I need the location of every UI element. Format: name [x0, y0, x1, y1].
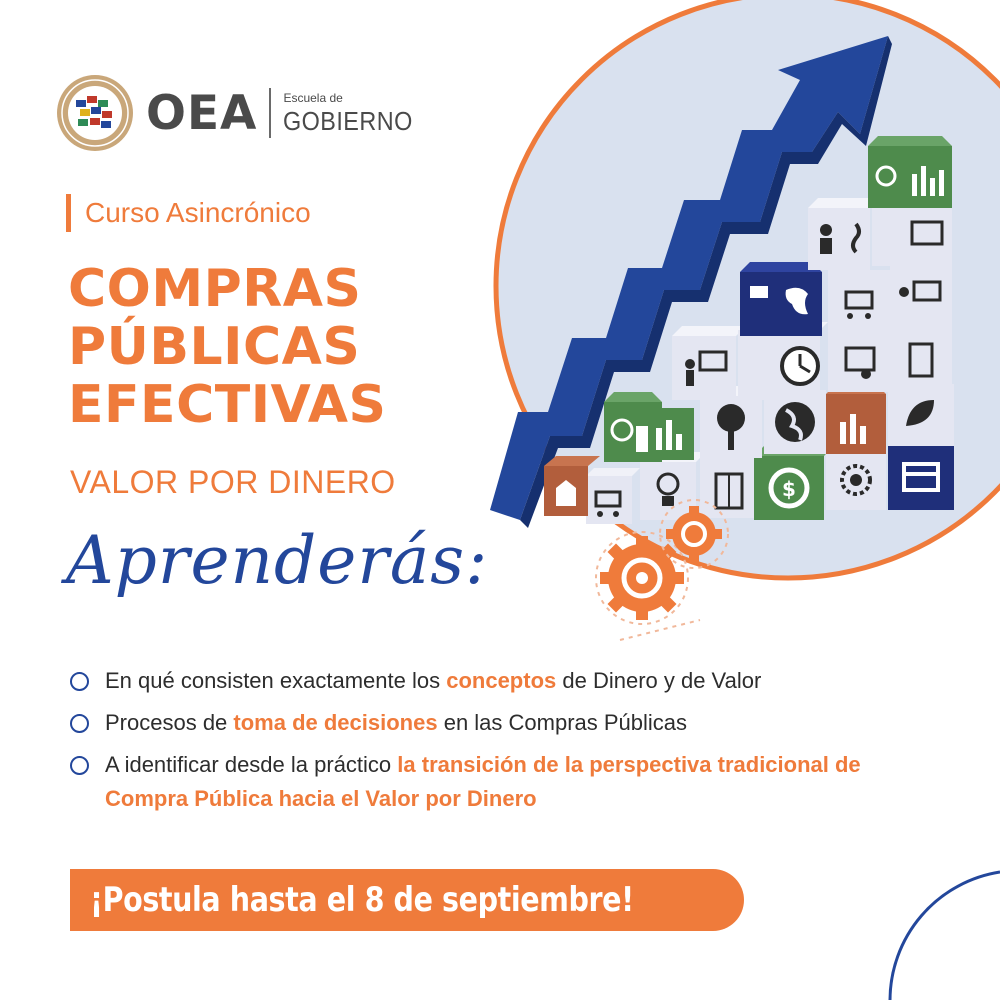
title-line: PÚBLICAS: [68, 317, 361, 377]
corner-arc: [890, 872, 1000, 1000]
list-item: [70, 748, 950, 816]
course-title: [68, 260, 488, 434]
logo: [56, 74, 428, 152]
school-name: [283, 92, 427, 134]
cart-icon: [586, 468, 640, 524]
bullet-highlight: toma de decisiones: [233, 710, 438, 735]
title-line: EFECTIVAS: [68, 375, 387, 435]
bullet-text-before: En qué consisten exactamente los: [105, 668, 447, 693]
title-line: COMPRAS: [68, 259, 362, 319]
school-name-big: GOBIERNO: [283, 106, 414, 136]
learn-heading: Aprenderás:: [66, 522, 489, 599]
presentation-icon: [672, 326, 746, 400]
chart-icon: [648, 408, 694, 460]
circle-bullet-icon: [70, 714, 89, 733]
dollar-icon: [754, 446, 834, 520]
list-item: [70, 706, 950, 740]
course-type-label: Curso Asincrónico: [85, 197, 311, 228]
chart-brown-icon: [826, 384, 886, 454]
school-name-small: Escuela de: [283, 91, 343, 105]
org-name: OEA: [146, 85, 258, 141]
apply-deadline-banner[interactable]: [70, 869, 744, 931]
list-item-text: [105, 748, 895, 816]
circle-bullet-icon: [70, 672, 89, 691]
bullet-text-after: en las Compras Públicas: [437, 710, 688, 735]
map-block-icon: [740, 262, 822, 336]
list-item-text: [105, 664, 761, 698]
apply-deadline-text: ¡Postula hasta el 8 de septiembre!: [90, 880, 634, 920]
cart-blue-icon: [828, 270, 890, 332]
course-type: [66, 193, 311, 233]
circle-bullet-icon: [70, 756, 89, 775]
logo-divider: [269, 88, 271, 138]
presentation-2-icon: [890, 266, 952, 328]
chart-green-top-icon: [868, 136, 952, 208]
bullet-text-after: de Dinero y de Valor: [556, 668, 762, 693]
svg-text:$: $: [782, 477, 796, 501]
certificate-icon: [828, 330, 890, 392]
gear-block-icon: [826, 450, 886, 510]
bullet-highlight: conceptos: [446, 668, 557, 693]
course-subtitle: VALOR POR DINERO: [70, 464, 396, 500]
leaf-icon: [888, 384, 954, 446]
list-item: [70, 664, 950, 698]
building-blue-icon: [890, 326, 952, 388]
bullet-text-before: A identificar desde la práctico: [105, 752, 398, 777]
bullet-text-before: Procesos de: [105, 710, 234, 735]
person-icon: [808, 198, 880, 270]
oas-seal-icon: [56, 74, 134, 152]
gear-icon: [596, 532, 688, 624]
list-item-text: [105, 706, 687, 740]
bullet-highlight: la transición de la perspectiva tradicional de Compra Pública hacia el Valor por Dinero: [105, 752, 861, 811]
learning-list: [70, 664, 950, 824]
course-type-bar: [66, 194, 71, 232]
card-icon: [888, 436, 954, 510]
